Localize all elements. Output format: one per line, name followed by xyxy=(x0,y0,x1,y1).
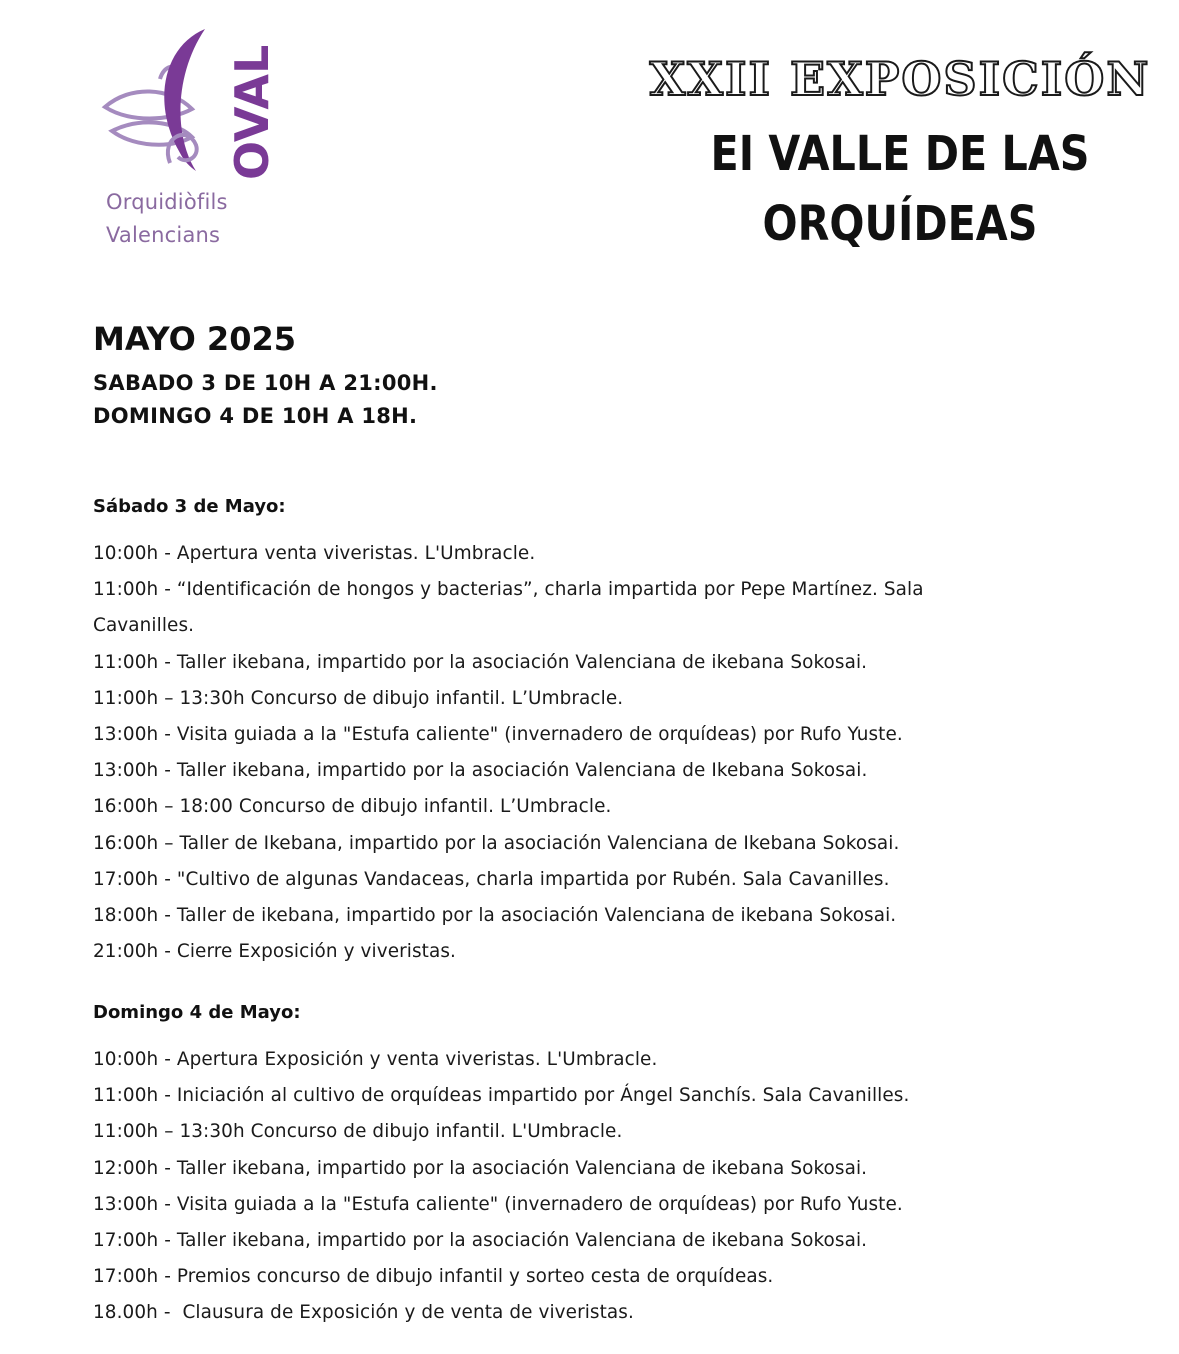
exhibition-title-line1: EI VALLE DE LAS xyxy=(710,126,1090,182)
sunday-events-list xyxy=(93,1042,1093,1332)
list-item: 10:00h - Apertura venta viveristas. L'Umbracle. xyxy=(93,543,536,564)
list-item: 10:00h - Apertura Exposición y venta viveristas. L'Umbracle. xyxy=(93,1049,658,1070)
list-item: 11:00h – 13:30h Concurso de dibujo infantil. L'Umbracle. xyxy=(93,1121,623,1143)
list-item: 11:00h – 13:30h Concurso de dibujo infantil. L’Umbracle. xyxy=(93,687,624,709)
saturday-hours: SABADO 3 DE 10H A 21:00H. xyxy=(93,371,438,395)
oval-wordmark xyxy=(220,35,280,185)
exhibition-number-title: XXII EXPOSICIÓN xyxy=(649,52,1151,106)
logo-subtitle-line1: Orquidiòfils xyxy=(106,190,228,214)
oval-logo xyxy=(100,25,279,255)
list-item: Cavanilles. xyxy=(93,615,195,637)
logo-subtitle-line2: Valencians xyxy=(106,223,221,247)
list-item: 11:00h - Taller ikebana, impartido por la asociación Valenciana de ikebana Sokosai. xyxy=(93,651,868,673)
list-item: 18:00h - Taller de ikebana, impartido por la asociación Valenciana de ikebana Sokosai. xyxy=(93,905,897,927)
list-item: 17:00h - Premios concurso de dibujo infantil y sorteo cesta de orquídeas. xyxy=(93,1266,774,1288)
list-item: 17:00h - "Cultivo de algunas Vandaceas, charla impartida por Rubén. Sala Cavanilles. xyxy=(93,868,890,890)
exhibition-title-line2: ORQUÍDEAS xyxy=(762,196,1038,252)
list-item: 13:00h - Visita guiada a la "Estufa caliente" (invernadero de orquídeas) por Rufo Yuste. xyxy=(93,1193,903,1215)
list-item: 13:00h - Visita guiada a la "Estufa caliente" (invernadero de orquídeas) por Rufo Yuste. xyxy=(93,724,903,746)
list-item: 13:00h - Taller ikebana, impartido por la asociación Valenciana de Ikebana Sokosai. xyxy=(93,760,868,782)
list-item: 16:00h – Taller de Ikebana, impartido por la asociación Valenciana de Ikebana Sokosai. xyxy=(93,832,900,854)
list-item: 16:00h – 18:00 Concurso de dibujo infantil. L’Umbracle. xyxy=(93,796,612,818)
month-heading: MAYO 2025 xyxy=(93,320,296,358)
list-item: 11:00h - “Identificación de hongos y bacterias”, charla impartida por Pepe Martínez. Sala xyxy=(93,579,924,601)
sunday-heading: Domingo 4 de Mayo: xyxy=(93,1002,301,1023)
list-item: 21:00h - Cierre Exposición y viveristas. xyxy=(93,941,456,963)
oval-wordmark-text: OVAL xyxy=(225,44,279,180)
list-item: 11:00h - Iniciación al cultivo de orquídeas impartido por Ángel Sanchís. Sala Cavanilles. xyxy=(93,1085,910,1107)
saturday-heading: Sábado 3 de Mayo: xyxy=(93,496,286,517)
sunday-hours: DOMINGO 4 DE 10H A 18H. xyxy=(93,404,418,428)
saturday-events-list xyxy=(93,536,1093,970)
list-item: 12:00h - Taller ikebana, impartido por la asociación Valenciana de ikebana Sokosai. xyxy=(93,1157,868,1179)
list-item: 18.00h - Clausura de Exposición y de venta de viveristas. xyxy=(93,1302,634,1324)
list-item: 17:00h - Taller ikebana, impartido por la asociación Valenciana de ikebana Sokosai. xyxy=(93,1230,868,1252)
